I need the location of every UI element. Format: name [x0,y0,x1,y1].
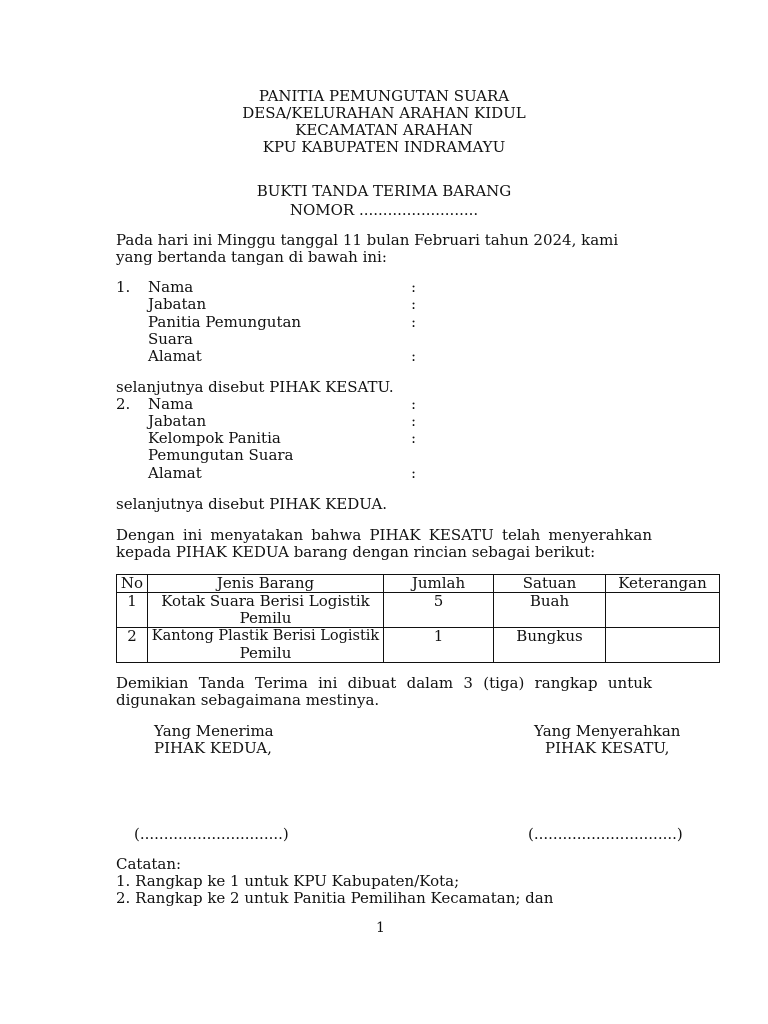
header-no: No [117,575,148,593]
row-no: 1 [117,593,148,628]
party1-name-colon: : [411,278,417,296]
header-line-2: DESA/KELURAHAN ARAHAN KIDUL [242,104,526,122]
row-unit: Buah [494,593,606,628]
party1-name-label: Nama [148,278,194,296]
intro-line-1: Pada hari ini Minggu tanggal 11 bulan Februari tahun 2024, kami [116,231,619,249]
receiver-signature-line: (..............................) [134,825,289,843]
party1-address-colon: : [411,347,417,365]
party2-address-label: Alamat [148,464,202,482]
header-line-1: PANITIA PEMUNGUTAN SUARA [258,87,510,105]
table-row [117,593,720,628]
document-number: NOMOR ......................... [289,201,479,219]
table-header-row [117,575,720,593]
notes-item-1: 1. Rangkap ke 1 untuk KPU Kabupaten/Kota; [116,872,460,890]
statement-line-2: kepada PIHAK KEDUA barang dengan rincian sebagai berikut: [116,543,596,561]
notes-title: Catatan: [116,855,182,873]
party1-unit-label-1: Panitia Pemungutan [148,313,302,331]
row-unit: Bungkus [494,628,606,663]
row-item-line-2: Pemilu [239,609,292,627]
goods-table [116,574,720,663]
header-line-4: KPU KABUPATEN INDRAMAYU [262,138,506,156]
notes-item-2: 2. Rangkap ke 2 untuk Panitia Pemilihan Kecamatan; dan [116,889,554,907]
receiver-role: Yang Menerima [154,722,274,740]
party2-unit-label-2: Pemungutan Suara [148,446,294,464]
party2-name-label: Nama [148,395,194,413]
table-row [117,628,720,663]
party2-unit-label-1: Kelompok Panitia [148,429,281,447]
party1-position-label: Jabatan [148,295,207,313]
header-item: Jenis Barang [148,575,384,593]
row-quantity: 5 [384,593,494,628]
party2-closing: selanjutnya disebut PIHAK KEDUA. [116,495,388,513]
header-unit: Satuan [494,575,606,593]
row-item [148,593,384,628]
row-item [148,628,384,663]
row-item-line-1: Kantong Plastik Berisi Logistik [151,628,380,644]
giver-party: PIHAK KESATU, [545,739,670,757]
header-line-3: KECAMATAN ARAHAN [295,121,473,139]
row-item-line-2: Pemilu [239,644,292,662]
party2-position-colon: : [411,412,417,430]
header-quantity: Jumlah [384,575,494,593]
row-no: 2 [117,628,148,663]
party1-number: 1. [116,278,131,296]
party2-number: 2. [116,395,131,413]
page-number: 1 [376,920,385,936]
party1-position-colon: : [411,295,417,313]
statement-line-1: Dengan ini menyatakan bahwa PIHAK KESATU telah menyerahkan [116,526,652,544]
party2-unit-colon: : [411,429,417,447]
row-quantity: 1 [384,628,494,663]
row-note [606,628,720,663]
party1-unit-colon: : [411,313,417,331]
party2-address-colon: : [411,464,417,482]
closing-line-2: digunakan sebagaimana mestinya. [116,691,380,709]
party1-address-label: Alamat [148,347,202,365]
row-item-line-1: Kotak Suara Berisi Logistik [161,592,370,610]
closing-line-1: Demikian Tanda Terima ini dibuat dalam 3 (tiga) rangkap untuk [116,674,652,692]
row-note [606,593,720,628]
document-title: BUKTI TANDA TERIMA BARANG [256,182,512,200]
party2-name-colon: : [411,395,417,413]
header-note: Keterangan [606,575,720,593]
giver-role: Yang Menyerahkan [534,722,681,740]
intro-line-2: yang bertanda tangan di bawah ini: [116,248,387,266]
party1-closing: selanjutnya disebut PIHAK KESATU. [116,378,394,396]
party1-unit-label-2: Suara [148,330,193,348]
giver-signature-line: (..............................) [528,825,683,843]
receiver-party: PIHAK KEDUA, [154,739,272,757]
party2-position-label: Jabatan [148,412,207,430]
